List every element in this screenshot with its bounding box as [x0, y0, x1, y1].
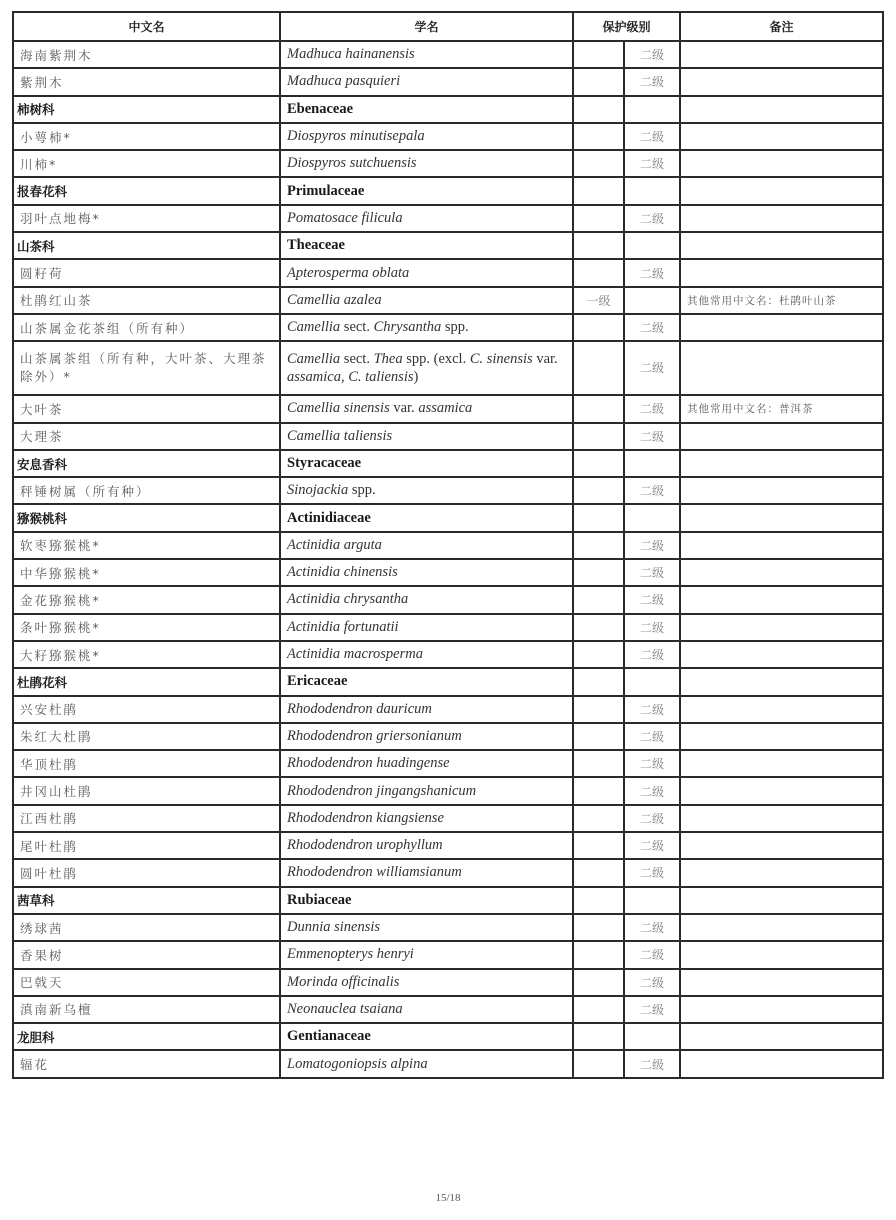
species-sci-name	[280, 614, 573, 641]
remarks-cell	[680, 68, 883, 95]
sci-name-segment: Sinojackia	[287, 482, 349, 499]
protection-level-2: 二级	[624, 859, 680, 886]
sci-name-segment: Theaceae	[287, 237, 345, 254]
remarks-cell	[680, 723, 883, 750]
species-cn-name: 香果树	[13, 941, 280, 968]
sci-name-segment: ,	[340, 369, 349, 386]
table-row	[13, 1050, 883, 1077]
protection-level-1	[573, 914, 624, 941]
remarks-cell	[680, 832, 883, 859]
protection-level-2: 二级	[624, 395, 680, 422]
table-row	[13, 423, 883, 450]
protection-level-2: 二级	[624, 996, 680, 1023]
family-sci-name	[280, 232, 573, 259]
protection-level-2: 二级	[624, 68, 680, 95]
table-row	[13, 941, 883, 968]
remarks-cell	[680, 150, 883, 177]
species-cn-name: 辐花	[13, 1050, 280, 1077]
sci-name-segment: Actinidia macrosperma	[287, 646, 423, 663]
sci-name-segment: assamica	[418, 400, 473, 417]
protection-level-2	[624, 96, 680, 123]
protection-level-2: 二级	[624, 941, 680, 968]
sci-name-segment: Primulaceae	[287, 182, 365, 199]
remarks-cell	[680, 887, 883, 914]
sci-name-segment: Rhododendron huadingense	[287, 755, 450, 772]
sci-name-segment: Rhododendron urophyllum	[287, 837, 443, 854]
family-cn-name: 杜鹃花科	[13, 668, 280, 695]
sci-name-segment: Chrysantha	[373, 319, 442, 336]
protection-level-1	[573, 123, 624, 150]
table-row	[13, 969, 883, 996]
family-row	[13, 96, 883, 123]
family-cn-name: 龙胆科	[13, 1023, 280, 1050]
remarks-cell	[680, 232, 883, 259]
sci-name-segment: Styracaceae	[287, 455, 362, 471]
species-sci-name	[280, 941, 573, 968]
sci-name-segment: sect.	[340, 351, 374, 368]
species-cn-name: 朱红大杜鹃	[13, 723, 280, 750]
protection-level-2: 二级	[624, 723, 680, 750]
protection-level-1	[573, 969, 624, 996]
protection-level-1: 一级	[573, 287, 624, 314]
protection-level-1	[573, 887, 624, 914]
protection-level-2: 二级	[624, 641, 680, 668]
protection-level-1	[573, 314, 624, 341]
species-cn-name: 滇南新乌檀	[13, 996, 280, 1023]
protection-level-1	[573, 341, 624, 395]
protection-level-2	[624, 232, 680, 259]
sci-name-segment: Rhododendron griersonianum	[287, 727, 462, 744]
protection-level-1	[573, 68, 624, 95]
protection-level-1	[573, 641, 624, 668]
sci-name-segment: Gentianaceae	[287, 1028, 371, 1045]
remarks-cell	[680, 477, 883, 504]
species-sci-name	[280, 832, 573, 859]
remarks-cell	[680, 559, 883, 586]
header-sci-name: 学名	[280, 12, 573, 41]
remarks-cell	[680, 41, 883, 68]
header-remarks: 备注	[680, 12, 883, 41]
protection-level-2: 二级	[624, 41, 680, 68]
protection-level-2: 二级	[624, 341, 680, 395]
species-cn-name: 海南紫荆木	[13, 41, 280, 68]
species-sci-name	[280, 969, 573, 996]
family-sci-name	[280, 450, 573, 477]
sci-name-segment: Camellia	[287, 351, 341, 368]
protection-level-1	[573, 614, 624, 641]
remarks-cell	[680, 123, 883, 150]
remarks-cell	[680, 1050, 883, 1077]
protection-level-1	[573, 832, 624, 859]
family-row	[13, 668, 883, 695]
remarks-cell	[680, 259, 883, 286]
sci-name-segment: Actinidia fortunatii	[287, 618, 399, 635]
protection-level-2	[624, 177, 680, 204]
table-row	[13, 123, 883, 150]
remarks-cell	[680, 859, 883, 886]
remarks-cell	[680, 205, 883, 232]
species-sci-name	[280, 341, 573, 395]
remarks-cell	[680, 668, 883, 695]
protection-level-2: 二级	[624, 150, 680, 177]
table-row	[13, 68, 883, 95]
protection-level-2: 二级	[624, 832, 680, 859]
remarks-cell	[680, 450, 883, 477]
protection-level-1	[573, 1050, 624, 1077]
sci-name-segment: Rhododendron jingangshanicum	[287, 782, 477, 799]
table-row	[13, 477, 883, 504]
table-row	[13, 586, 883, 613]
protection-level-2: 二级	[624, 1050, 680, 1077]
protection-level-2	[624, 450, 680, 477]
sci-name-segment: Rhododendron williamsianum	[287, 864, 462, 881]
protection-level-2: 二级	[624, 805, 680, 832]
family-cn-name: 茜草科	[13, 887, 280, 914]
protection-level-2	[624, 887, 680, 914]
remarks-cell	[680, 1023, 883, 1050]
table-row	[13, 150, 883, 177]
family-cn-name: 猕猴桃科	[13, 504, 280, 531]
table-row	[13, 641, 883, 668]
species-sci-name	[280, 205, 573, 232]
header-protection-level: 保护级别	[573, 12, 680, 41]
protection-level-1	[573, 750, 624, 777]
protection-level-2: 二级	[624, 559, 680, 586]
protection-level-1	[573, 996, 624, 1023]
family-row	[13, 887, 883, 914]
protection-level-2: 二级	[624, 914, 680, 941]
protection-level-2	[624, 504, 680, 531]
protection-level-1	[573, 532, 624, 559]
species-sci-name	[280, 805, 573, 832]
species-cn-name: 羽叶点地梅*	[13, 205, 280, 232]
page-number: 15/18	[435, 1192, 461, 1204]
protection-level-1	[573, 696, 624, 723]
species-cn-name: 中华猕猴桃*	[13, 559, 280, 586]
remarks-cell	[680, 641, 883, 668]
sci-name-segment: Rubiaceae	[287, 891, 352, 908]
remarks-cell: 其他常用中文名：杜鹃叶山茶	[680, 287, 883, 314]
remarks-cell	[680, 696, 883, 723]
table-row	[13, 287, 883, 314]
species-sci-name	[280, 150, 573, 177]
species-sci-name	[280, 723, 573, 750]
species-cn-name: 金花猕猴桃*	[13, 586, 280, 613]
table-row	[13, 41, 883, 68]
table-row	[13, 805, 883, 832]
species-sci-name	[280, 532, 573, 559]
remarks-cell	[680, 777, 883, 804]
sci-name-segment: Rhododendron dauricum	[287, 700, 432, 717]
sci-name-segment: Dunnia sinensis	[287, 919, 381, 936]
table-row	[13, 859, 883, 886]
sci-name-segment: spp.	[348, 482, 376, 499]
species-sci-name	[280, 423, 573, 450]
protection-level-1	[573, 423, 624, 450]
species-sci-name	[280, 123, 573, 150]
species-cn-name: 兴安杜鹃	[13, 696, 280, 723]
sci-name-segment: Camellia taliensis	[287, 427, 393, 444]
remarks-cell	[680, 341, 883, 395]
protection-level-2: 二级	[624, 614, 680, 641]
species-sci-name	[280, 996, 573, 1023]
table-row	[13, 832, 883, 859]
family-sci-name	[280, 887, 573, 914]
table-row	[13, 614, 883, 641]
remarks-cell	[680, 423, 883, 450]
remarks-cell	[680, 805, 883, 832]
species-sci-name	[280, 314, 573, 341]
sci-name-segment: Madhuca pasquieri	[287, 73, 401, 90]
species-sci-name	[280, 41, 573, 68]
sci-name-segment: Emmenopterys henryi	[287, 946, 414, 963]
species-cn-name: 软枣猕猴桃*	[13, 532, 280, 559]
sci-name-segment: spp.	[441, 319, 469, 336]
sci-name-segment: Camellia azalea	[287, 291, 382, 308]
sci-name-segment: Pomatosace filicula	[287, 209, 403, 226]
protection-level-1	[573, 859, 624, 886]
species-cn-name: 川柿*	[13, 150, 280, 177]
species-cn-name: 江西杜鹃	[13, 805, 280, 832]
sci-name-segment: Camellia	[287, 319, 341, 336]
protection-level-1	[573, 450, 624, 477]
species-cn-name: 大叶茶	[13, 395, 280, 422]
sci-name-segment: Actinidia chinensis	[287, 564, 398, 581]
species-cn-name: 圆叶杜鹃	[13, 859, 280, 886]
sci-name-segment: )	[413, 369, 419, 386]
family-row	[13, 1023, 883, 1050]
species-sci-name	[280, 586, 573, 613]
remarks-cell: 其他常用中文名：普洱茶	[680, 395, 883, 422]
species-sci-name	[280, 559, 573, 586]
sci-name-segment: Morinda officinalis	[287, 973, 400, 990]
family-cn-name: 安息香科	[13, 450, 280, 477]
table-row	[13, 205, 883, 232]
table-row	[13, 559, 883, 586]
remarks-cell	[680, 504, 883, 531]
protection-level-2	[624, 287, 680, 314]
remarks-cell	[680, 586, 883, 613]
protection-level-1	[573, 477, 624, 504]
family-sci-name	[280, 96, 573, 123]
species-cn-name: 华顶杜鹃	[13, 750, 280, 777]
protection-level-2: 二级	[624, 123, 680, 150]
protection-level-1	[573, 232, 624, 259]
family-sci-name	[280, 504, 573, 531]
sci-name-segment: Camellia sinensis	[287, 400, 390, 417]
protection-level-1	[573, 777, 624, 804]
family-sci-name	[280, 1023, 573, 1050]
sci-name-segment: Neonauclea tsaiana	[287, 1000, 403, 1017]
sci-name-segment: Actinidia chrysantha	[287, 591, 409, 608]
protection-level-1	[573, 723, 624, 750]
protection-level-1	[573, 586, 624, 613]
family-row	[13, 450, 883, 477]
species-cn-name: 尾叶杜鹃	[13, 832, 280, 859]
protection-level-2: 二级	[624, 423, 680, 450]
family-cn-name: 报春花科	[13, 177, 280, 204]
sci-name-segment: assamica	[287, 369, 341, 386]
species-cn-name: 杜鹃红山茶	[13, 287, 280, 314]
table-row	[13, 314, 883, 341]
species-sci-name	[280, 395, 573, 422]
sci-name-segment: spp. (excl.	[402, 351, 470, 368]
species-sci-name	[280, 859, 573, 886]
species-sci-name	[280, 287, 573, 314]
species-cn-name: 巴戟天	[13, 969, 280, 996]
table-row	[13, 341, 883, 395]
protection-level-2: 二级	[624, 969, 680, 996]
protection-level-1	[573, 259, 624, 286]
header-cn-name: 中文名	[13, 12, 280, 41]
protection-level-1	[573, 96, 624, 123]
protection-level-2: 二级	[624, 259, 680, 286]
protected-plants-table	[12, 11, 884, 1079]
sci-name-segment: var.	[532, 351, 558, 368]
sci-name-segment: Madhuca hainanensis	[287, 46, 415, 63]
species-sci-name	[280, 68, 573, 95]
remarks-cell	[680, 914, 883, 941]
protection-level-2: 二级	[624, 696, 680, 723]
remarks-cell	[680, 532, 883, 559]
remarks-cell	[680, 614, 883, 641]
protection-level-1	[573, 41, 624, 68]
species-cn-name: 绣球茜	[13, 914, 280, 941]
remarks-cell	[680, 314, 883, 341]
species-cn-name: 小萼柿*	[13, 123, 280, 150]
remarks-cell	[680, 750, 883, 777]
family-cn-name: 山茶科	[13, 232, 280, 259]
remarks-cell	[680, 996, 883, 1023]
sci-name-segment: Rhododendron kiangsiense	[287, 809, 444, 826]
species-cn-name: 山茶属金花茶组（所有种）	[13, 314, 280, 341]
protection-level-1	[573, 395, 624, 422]
species-sci-name	[280, 477, 573, 504]
protection-level-1	[573, 1023, 624, 1050]
species-sci-name	[280, 914, 573, 941]
protection-level-1	[573, 205, 624, 232]
species-cn-name: 紫荆木	[13, 68, 280, 95]
table-body	[13, 41, 883, 1078]
sci-name-segment: var.	[389, 400, 419, 417]
species-cn-name: 井冈山杜鹃	[13, 777, 280, 804]
table-row	[13, 259, 883, 286]
sci-name-segment: Diospyros minutisepala	[287, 128, 425, 145]
sci-name-segment: C. sinensis	[469, 351, 533, 368]
family-row	[13, 504, 883, 531]
table-row	[13, 996, 883, 1023]
remarks-cell	[680, 96, 883, 123]
remarks-cell	[680, 941, 883, 968]
protection-level-2: 二级	[624, 586, 680, 613]
sci-name-segment: Lomatogoniopsis alpina	[287, 1055, 428, 1072]
sci-name-segment: Diospyros sutchuensis	[287, 155, 417, 172]
protection-level-1	[573, 668, 624, 695]
family-cn-name: 柿树科	[13, 96, 280, 123]
species-sci-name	[280, 641, 573, 668]
species-sci-name	[280, 259, 573, 286]
family-sci-name	[280, 177, 573, 204]
species-cn-name: 条叶猕猴桃*	[13, 614, 280, 641]
sci-name-segment: Apterosperma oblata	[287, 264, 410, 281]
species-sci-name	[280, 777, 573, 804]
table-row	[13, 750, 883, 777]
family-row	[13, 177, 883, 204]
protection-level-1	[573, 504, 624, 531]
protection-level-1	[573, 805, 624, 832]
remarks-cell	[680, 177, 883, 204]
protection-level-1	[573, 177, 624, 204]
protection-level-2: 二级	[624, 532, 680, 559]
species-cn-name: 大籽猕猴桃*	[13, 641, 280, 668]
sci-name-segment: Thea	[373, 351, 403, 368]
table-row	[13, 532, 883, 559]
protection-level-2	[624, 668, 680, 695]
protection-level-2: 二级	[624, 205, 680, 232]
species-cn-name: 秤锤树属（所有种）	[13, 477, 280, 504]
protection-level-2	[624, 1023, 680, 1050]
species-cn-name: 圆籽荷	[13, 259, 280, 286]
sci-name-segment: Ericaceae	[287, 673, 348, 690]
table-row	[13, 723, 883, 750]
protection-level-1	[573, 150, 624, 177]
table-header-row	[13, 12, 883, 41]
table-row	[13, 395, 883, 422]
table-row	[13, 777, 883, 804]
sci-name-segment: Actinidiaceae	[287, 509, 371, 526]
protection-level-1	[573, 941, 624, 968]
protection-level-2: 二级	[624, 314, 680, 341]
sci-name-segment: Actinidia arguta	[287, 536, 382, 553]
species-cn-name: 大理茶	[13, 423, 280, 450]
species-cn-name: 山茶属茶组（所有种，大叶茶、大理茶除外）*	[13, 341, 280, 395]
sci-name-segment: C. taliensis	[348, 369, 414, 386]
remarks-cell	[680, 969, 883, 996]
table-row	[13, 696, 883, 723]
table-row	[13, 914, 883, 941]
protection-level-2: 二级	[624, 777, 680, 804]
protection-level-2: 二级	[624, 750, 680, 777]
species-sci-name	[280, 750, 573, 777]
protection-level-1	[573, 559, 624, 586]
sci-name-segment: Ebenaceae	[287, 100, 354, 117]
family-row	[13, 232, 883, 259]
species-sci-name	[280, 696, 573, 723]
family-sci-name	[280, 668, 573, 695]
protection-level-2: 二级	[624, 477, 680, 504]
sci-name-segment: sect.	[340, 319, 374, 336]
species-sci-name	[280, 1050, 573, 1077]
